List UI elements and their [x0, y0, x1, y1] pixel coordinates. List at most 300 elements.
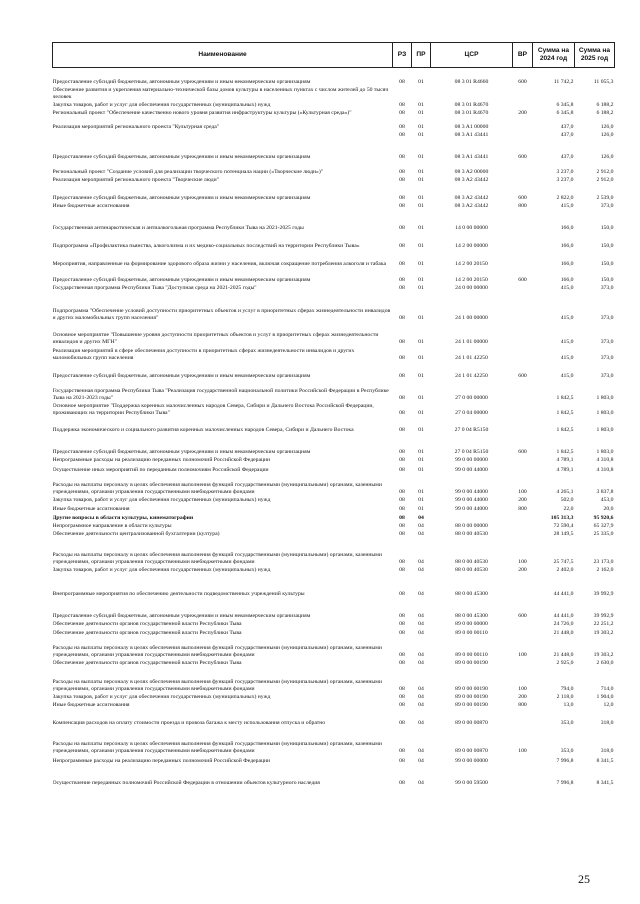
- table-row: [53, 292, 615, 322]
- row-csr: 24 1 00 00000: [455, 314, 488, 321]
- row-csr: 14 2 00 20150: [455, 260, 488, 267]
- row-sum-2025: 150,0: [600, 276, 614, 283]
- row-vr: 800: [518, 701, 527, 708]
- row-vr: [513, 417, 533, 434]
- row-csr: 08 3 A1 43441: [454, 131, 489, 138]
- row-sum-2025: 373,0: [600, 338, 614, 345]
- row-pr: 01: [418, 426, 424, 433]
- row-sum-2024: 44 441,0: [553, 612, 574, 619]
- row-rz: 08: [399, 701, 405, 708]
- row-pr: 01: [418, 338, 424, 345]
- table-row: [53, 504, 615, 513]
- row-vr: 100: [518, 747, 527, 754]
- row-sum-2024: 4 265,1: [556, 488, 574, 495]
- table-row: [53, 131, 615, 139]
- row-sum-2024: 1 842,5: [556, 426, 574, 433]
- row-pr: 04: [418, 659, 424, 666]
- row-sum-2025: 1 803,0: [596, 409, 614, 416]
- row-pr: 04: [418, 612, 424, 619]
- row-csr: 24 1 01 42250: [455, 354, 488, 361]
- row-name: Реализация мероприятий регионального проекта "Культурная среда": [52, 123, 220, 130]
- row-sum-2024: 4 789,1: [556, 466, 574, 473]
- row-pr: 01: [418, 314, 424, 321]
- row-csr: 89 0 00 00190: [455, 693, 488, 700]
- row-vr: [513, 322, 533, 346]
- row-pr: 04: [418, 747, 424, 754]
- table-row: [53, 346, 615, 362]
- row-sum-2025: 126,0: [600, 123, 614, 130]
- row-pr: 01: [418, 496, 424, 503]
- row-name: Обеспечение деятельности централизованной бухгалтерии (култура): [52, 530, 220, 537]
- row-sum-2024: 21 448,0: [553, 629, 574, 636]
- row-sum-2024: 25 747,5: [553, 558, 574, 565]
- row-rz: 08: [399, 566, 405, 573]
- row-pr: 01: [418, 202, 424, 209]
- row-sum-2025: 6 188,2: [596, 101, 614, 108]
- row-vr: 200: [518, 566, 527, 573]
- row-vr: [513, 755, 533, 765]
- row-rz: 08: [399, 747, 405, 754]
- row-vr: [513, 765, 533, 787]
- table-row: [53, 628, 615, 637]
- row-sum-2024: 6 345,8: [556, 109, 574, 116]
- row-pr: 01: [418, 409, 424, 416]
- row-rz: 08: [399, 466, 405, 473]
- row-csr: 88 0 00 40530: [455, 566, 488, 573]
- row-rz: 08: [399, 620, 405, 627]
- row-name: Государственная антинаркотическая и антиалкогольная программа Республики Тыва на 2021-2025 годы: [52, 224, 304, 231]
- row-rz: 08: [399, 394, 405, 401]
- row-sum-2024: 21 448,0: [553, 651, 574, 658]
- row-sum-2024: 415,0: [560, 202, 574, 209]
- row-pr: 01: [418, 101, 424, 108]
- row-sum-2025: 126,0: [600, 153, 614, 160]
- table-row: [53, 727, 615, 755]
- row-sum-2024: 44 441,0: [553, 590, 574, 597]
- row-vr: 600: [518, 194, 527, 201]
- budget-table: [52, 42, 615, 787]
- row-name: Мероприятия, направленные на формирование здорового образа жизни у населения, включая сокращение потребления алкоголя и табака: [52, 260, 387, 267]
- row-csr: 88 0 00 45300: [455, 590, 488, 597]
- row-vr: 100: [518, 558, 527, 565]
- row-csr: 88 0 00 40530: [455, 558, 488, 565]
- row-csr: 14 0 00 00000: [455, 224, 488, 231]
- row-rz: 08: [399, 651, 405, 658]
- row-csr: 99 0 00 59500: [455, 779, 488, 786]
- row-rz: 08: [399, 612, 405, 619]
- table-row: [53, 637, 615, 659]
- row-csr: 08 3 A2 43442: [454, 202, 489, 209]
- row-vr: [513, 86, 533, 101]
- table-header-row: [53, 43, 615, 68]
- row-name: Обеспечение деятельности органов государственной власти Республики Тыва: [52, 629, 242, 636]
- header-csr: ЦСР: [431, 43, 513, 68]
- row-sum-2024: 7 996,8: [556, 757, 574, 764]
- row-name: [53, 131, 393, 139]
- row-csr: 27 0 00 00000: [455, 394, 488, 401]
- row-pr: 01: [418, 276, 424, 283]
- row-sum-2025: 39 992,9: [593, 612, 614, 619]
- row-pr: 01: [418, 372, 424, 379]
- row-name: Иные бюджетные ассигнования: [52, 701, 130, 708]
- row-name: Осуществление иных мероприятий по переданным полномочиям Российской Федерации: [52, 466, 269, 473]
- row-rz: 08: [399, 456, 405, 463]
- row-vr: 200: [518, 693, 527, 700]
- table-row: [53, 620, 615, 628]
- row-rz: 08: [399, 530, 405, 537]
- row-sum-2025: 39 992,9: [593, 590, 614, 597]
- row-rz: 08: [399, 123, 405, 130]
- row-name: Осуществление переданных полномочий Российской Федерации в отношении объектов культурного наследия: [52, 779, 320, 786]
- row-pr: 04: [418, 719, 424, 726]
- row-sum-2024: 415,0: [560, 284, 574, 291]
- row-sum-2025: 11 055,3: [593, 78, 614, 85]
- table-row: [53, 701, 615, 709]
- row-sum-2025: 126,0: [600, 131, 614, 138]
- row-csr: 08 3 A1 43441: [454, 153, 489, 160]
- row-name: Предоставление субсидий бюджетным, автономным учреждениям и иным некоммерческим организациям: [52, 612, 311, 619]
- row-sum-2025: 2 630,0: [596, 659, 614, 666]
- row-sum-2024: 1 842,5: [556, 448, 574, 455]
- row-name: Предоставление субсидий бюджетным, автономным учреждениям и иным некоммерческим организациям: [52, 448, 311, 455]
- row-csr: 89 0 00 00190: [455, 659, 488, 666]
- row-csr: [431, 86, 513, 101]
- row-rz: 08: [399, 260, 405, 267]
- row-name: Непрограммное направление в области культуры: [52, 522, 172, 529]
- table-row: [53, 210, 615, 232]
- page-number: 25: [578, 872, 590, 886]
- row-sum-2024: 415,0: [560, 372, 574, 379]
- table-row: [53, 380, 615, 402]
- row-pr: 01: [418, 78, 424, 85]
- table-row: [53, 538, 615, 566]
- row-vr: [513, 232, 533, 250]
- row-csr: 89 0 00 00000: [455, 620, 488, 627]
- row-vr: [513, 101, 533, 109]
- row-csr: 24 1 01 42250: [455, 372, 488, 379]
- row-sum-2024: 415,0: [560, 338, 574, 345]
- row-sum-2025: 2 912,0: [596, 168, 614, 175]
- row-sum-2025: 373,0: [600, 284, 614, 291]
- row-rz: [393, 86, 412, 101]
- row-sum-2025: 453,0: [600, 496, 614, 503]
- row-csr: 08 3 01 R4670: [454, 109, 489, 116]
- row-csr: 08 3 A1 00000: [454, 123, 489, 130]
- table-row: [53, 474, 615, 496]
- row-vr: 600: [518, 612, 527, 619]
- row-sum-2024: 166,0: [560, 276, 574, 283]
- row-name: Обеспечение деятельности органов государственной власти Республики Тыва: [52, 659, 242, 666]
- row-sum-2024: 166,0: [560, 260, 574, 267]
- row-pr: 04: [418, 522, 424, 529]
- row-pr: 01: [418, 153, 424, 160]
- row-pr: 01: [418, 284, 424, 291]
- row-rz: 08: [399, 590, 405, 597]
- row-sum-2024: 2 822,0: [556, 194, 574, 201]
- table-row: [53, 667, 615, 693]
- row-rz: 08: [399, 409, 405, 416]
- row-name: Региональный проект "Обеспечение качественно нового уровня развития инфраструктуры культуры («Культурная среда»)": [52, 109, 352, 116]
- table-row: [53, 496, 615, 504]
- row-name: Компенсация расходов на оплату стоимости проезда и провоза багажа к месту использования отпуска и обратно: [52, 719, 326, 726]
- row-name: Другие вопросы в области культуры, кинематографии: [52, 514, 194, 521]
- row-sum-2024: 166,0: [560, 242, 574, 249]
- row-pr: 04: [418, 629, 424, 636]
- row-name: Иные бюджетные ассигнования: [52, 202, 130, 209]
- row-pr: 04: [418, 685, 424, 692]
- row-rz: 08: [399, 338, 405, 345]
- row-vr: [513, 250, 533, 268]
- row-csr: 88 0 00 40530: [455, 530, 488, 537]
- row-sum-2025: 2 912,0: [596, 176, 614, 183]
- table-row: [53, 176, 615, 184]
- row-sum-2024: [533, 86, 575, 101]
- row-pr: 01: [418, 168, 424, 175]
- row-sum-2024: 4 789,1: [556, 456, 574, 463]
- row-vr: 600: [518, 448, 527, 455]
- row-rz: 08: [399, 522, 405, 529]
- row-pr: 01: [418, 123, 424, 130]
- row-rz: 08: [399, 314, 405, 321]
- row-vr: [513, 346, 533, 362]
- row-sum-2025: 1 803,0: [596, 394, 614, 401]
- row-vr: [513, 402, 533, 417]
- row-sum-2024: 11 742,2: [553, 78, 574, 85]
- row-rz: 08: [399, 276, 405, 283]
- row-vr: 600: [518, 276, 527, 283]
- row-rz: 08: [399, 109, 405, 116]
- row-sum-2025: 95 920,6: [593, 514, 614, 521]
- row-pr: 04: [418, 651, 424, 658]
- row-sum-2024: 2 118,0: [556, 693, 574, 700]
- row-sum-2024: 415,0: [560, 314, 574, 321]
- row-name: Расходы на выплаты персоналу в целях обеспечения выполнения функций государственными (муниципальными) органами, казенными учреждениями, органами управления государственными внебюджетными фондами: [52, 679, 382, 692]
- row-sum-2025: 4 310,8: [596, 456, 614, 463]
- table-row: [53, 434, 615, 456]
- row-sum-2025: 6 188,2: [596, 109, 614, 116]
- row-vr: 100: [518, 488, 527, 495]
- table-row: [53, 513, 615, 522]
- row-csr: 27 0 04 R5150: [454, 426, 489, 433]
- row-vr: 100: [518, 685, 527, 692]
- row-name: Обеспечение развития и укрепления материально-технической базы домов культуры в населенных пунктах с числом жителей до 50 тысяч человек: [52, 87, 389, 100]
- row-rz: 08: [399, 224, 405, 231]
- row-rz: 08: [399, 176, 405, 183]
- row-rz: 08: [399, 719, 405, 726]
- table-row: [53, 68, 615, 86]
- table-row: [53, 101, 615, 109]
- row-sum-2025: 318,0: [600, 747, 614, 754]
- row-sum-2024: 2 925,0: [556, 659, 574, 666]
- row-pr: 04: [418, 530, 424, 537]
- table-row: [53, 109, 615, 117]
- row-csr: 99 0 00 44000: [455, 466, 488, 473]
- row-pr: 01: [418, 260, 424, 267]
- row-sum-2024: 22,0: [563, 505, 574, 512]
- row-rz: 08: [399, 202, 405, 209]
- row-sum-2025: 4 310,8: [596, 466, 614, 473]
- row-rz: 08: [399, 779, 405, 786]
- row-sum-2024: 1 842,5: [556, 409, 574, 416]
- row-sum-2025: 3 837,8: [596, 488, 614, 495]
- row-csr: 99 0 00 00000: [455, 456, 488, 463]
- row-rz: 08: [399, 153, 405, 160]
- row-sum-2025: 23 173,0: [593, 558, 614, 565]
- row-vr: [513, 709, 533, 727]
- row-sum-2025: 150,0: [600, 224, 614, 231]
- row-csr: 14 2 00 20150: [455, 276, 488, 283]
- row-sum-2025: 12,0: [603, 701, 614, 708]
- row-vr: [513, 117, 533, 131]
- row-csr: 99 0 00 44000: [455, 488, 488, 495]
- row-sum-2024: 437,0: [560, 131, 574, 138]
- row-name: Расходы на выплаты персоналу в целях обеспечения выполнения функций государственными (муниципальными) органами, казенными учреждениями, органами управления государственными внебюджетными фондами: [52, 645, 382, 658]
- row-sum-2024: 3 237,0: [556, 176, 574, 183]
- row-name: Непрограммные расходы на реализацию переданных полномочий Российской Федерации: [52, 456, 271, 463]
- row-vr: [513, 464, 533, 474]
- row-csr: 89 0 00 00870: [455, 719, 488, 726]
- table-row: [53, 598, 615, 620]
- row-sum-2024: 28 149,5: [553, 530, 574, 537]
- row-csr: 88 0 00 45300: [455, 612, 488, 619]
- row-vr: 600: [518, 153, 527, 160]
- header-sum-2025: Сумма на 2025 год: [575, 43, 615, 68]
- row-sum-2025: [575, 86, 615, 101]
- row-sum-2024: 105 313,3: [550, 514, 574, 521]
- table-row: [53, 284, 615, 292]
- row-vr: [513, 628, 533, 637]
- row-csr: 89 0 00 00870: [455, 747, 488, 754]
- row-sum-2025: 65 327,9: [593, 522, 614, 529]
- row-name: Подпрограмма «Профилактика пьянства, алкоголизма и их медико-социальных последствий на территории Республики Тыва»: [52, 242, 360, 249]
- row-sum-2025: 8 341,5: [596, 779, 614, 786]
- table-row: [53, 117, 615, 131]
- row-pr: 04: [418, 558, 424, 565]
- row-csr: 27 0 04 00000: [455, 409, 488, 416]
- row-csr: 99 0 00 44000: [455, 505, 488, 512]
- table-row: [53, 362, 615, 380]
- row-vr: [513, 574, 533, 598]
- table-row: [53, 202, 615, 210]
- row-sum-2025: 714,0: [600, 685, 614, 692]
- row-vr: [513, 284, 533, 292]
- row-rz: 08: [399, 426, 405, 433]
- row-vr: 200: [518, 109, 527, 116]
- row-sum-2025: 373,0: [600, 354, 614, 361]
- row-name: Иные бюджетные ассигнования: [52, 505, 130, 512]
- table-row: [53, 161, 615, 176]
- row-sum-2024: 2 402,0: [556, 566, 574, 573]
- row-sum-2024: 72 590,4: [553, 522, 574, 529]
- row-csr: 08 3 A2 00000: [454, 168, 489, 175]
- row-pr: 04: [418, 590, 424, 597]
- row-sum-2025: 373,0: [600, 314, 614, 321]
- row-sum-2024: 502,0: [560, 496, 574, 503]
- row-sum-2025: 20,0: [603, 505, 614, 512]
- row-pr: 01: [418, 224, 424, 231]
- row-pr: 04: [418, 701, 424, 708]
- row-name: Предоставление субсидий бюджетным, автономным учреждениям и иным некоммерческим организациям: [52, 78, 311, 85]
- table-row: [53, 232, 615, 250]
- row-sum-2024: 3 237,0: [556, 168, 574, 175]
- row-rz: 08: [399, 78, 405, 85]
- row-name: Поддержка экономического и социального развития коренных малочисленных народов Севера, Сибири и Дальнего Востока: [52, 426, 354, 433]
- row-pr: 01: [418, 466, 424, 473]
- header-pr: ПР: [412, 43, 431, 68]
- table-row: [53, 693, 615, 701]
- table-row: [53, 755, 615, 765]
- row-sum-2025: 373,0: [600, 372, 614, 379]
- row-name: Закупка товаров, работ и услуг для обеспечения государственных (муниципальных) нужд: [52, 496, 271, 503]
- table-row: [53, 417, 615, 434]
- row-vr: 100: [518, 651, 527, 658]
- row-rz: 08: [399, 131, 405, 138]
- row-pr: 01: [418, 242, 424, 249]
- row-name: Государственная программа Республики Тыва "Реализация государственной национальной политики Российской Федерации в Республике Тыва на 2021-2023 годы": [52, 388, 389, 401]
- row-vr: [513, 456, 533, 464]
- header-name: Наименование: [53, 43, 393, 68]
- table-row: [53, 574, 615, 598]
- row-pr: 01: [418, 456, 424, 463]
- row-sum-2024: 415,0: [560, 354, 574, 361]
- row-rz: 08: [399, 685, 405, 692]
- row-vr: [513, 176, 533, 184]
- row-sum-2025: 22 251,2: [593, 620, 614, 627]
- row-vr: 800: [518, 202, 527, 209]
- table-row: [53, 566, 615, 574]
- row-sum-2025: 25 335,0: [593, 530, 614, 537]
- row-sum-2024: 437,0: [560, 123, 574, 130]
- row-csr: 08 3 A2 43442: [454, 176, 489, 183]
- row-vr: 600: [518, 372, 527, 379]
- table-row: [53, 322, 615, 346]
- row-rz: 08: [399, 514, 405, 521]
- row-csr: 27 0 04 R5150: [454, 448, 489, 455]
- row-pr: 04: [418, 779, 424, 786]
- row-name: Закупка товаров, работ и услуг для обеспечения государственных (муниципальных) нужд: [52, 101, 271, 108]
- row-name: Предоставление субсидий бюджетным, автономным учреждениям и иным некоммерческим организациям: [52, 372, 311, 379]
- row-name: Предоставление субсидий бюджетным, автономным учреждениям и иным некоммерческим организациям: [52, 153, 311, 160]
- row-vr: [513, 620, 533, 628]
- row-pr: 01: [418, 109, 424, 116]
- row-pr: 04: [418, 620, 424, 627]
- row-vr: 200: [518, 496, 527, 503]
- row-vr: [513, 522, 533, 530]
- row-vr: 600: [518, 78, 527, 85]
- table-row: [53, 659, 615, 667]
- table-row: [53, 139, 615, 161]
- row-rz: 08: [399, 354, 405, 361]
- row-csr: 99 0 00 44000: [455, 496, 488, 503]
- row-rz: 08: [399, 629, 405, 636]
- row-vr: [513, 380, 533, 402]
- row-pr: 01: [418, 131, 424, 138]
- row-name: Государственная программа Республики Тыва "Доступная среда на 2021-2025 годы": [52, 284, 257, 291]
- header-vr: ВР: [513, 43, 533, 68]
- row-pr: 01: [418, 488, 424, 495]
- row-name: Расходы на выплаты персоналу в целях обеспечения выполнения функций государственными (муниципальными) органами, казенными учреждениями, органами управления государственными внебюджетными фондами: [52, 552, 382, 565]
- row-sum-2025: 150,0: [600, 260, 614, 267]
- row-sum-2024: 7 996,8: [556, 779, 574, 786]
- row-name: Предоставление субсидий бюджетным, автономным учреждениям и иным некоммерческим организациям: [52, 276, 311, 283]
- row-csr: [431, 513, 513, 522]
- row-rz: 08: [399, 101, 405, 108]
- row-name: Расходы на выплаты персоналу в целях обеспечения выполнения функций государственными (муниципальными) органами, казенными учреждениями, органами управления государственными внебюджетными фондами: [52, 741, 382, 754]
- row-sum-2025: 2 539,0: [596, 194, 614, 201]
- row-rz: 08: [399, 194, 405, 201]
- row-csr: 89 0 00 00190: [455, 685, 488, 692]
- row-rz: 08: [399, 488, 405, 495]
